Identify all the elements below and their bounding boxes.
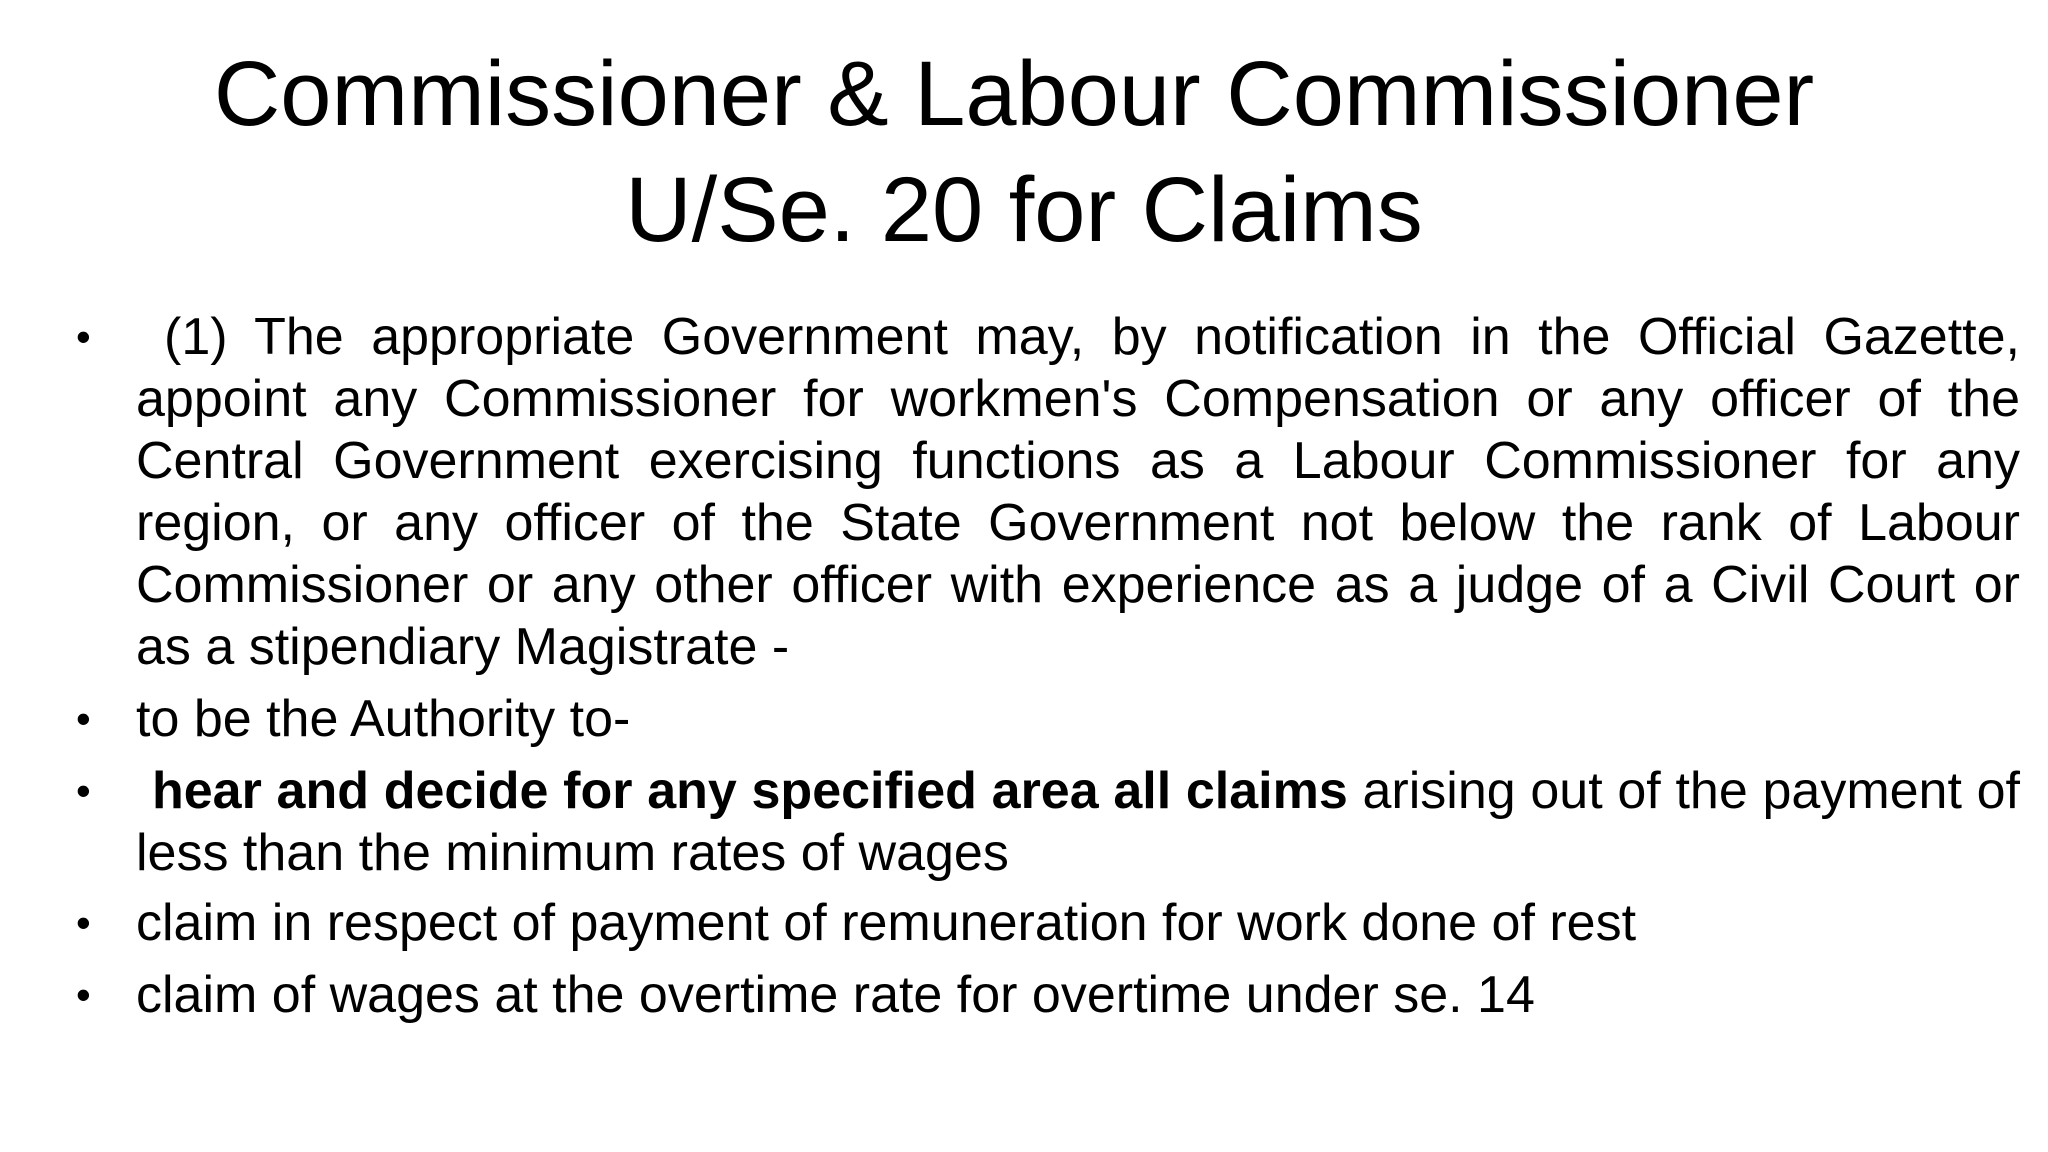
slide-title — [0, 36, 2048, 268]
bullet-item-appointment — [0, 306, 2048, 678]
bullet-text: arising out of the payment of less than the minimum rates of wages — [136, 762, 2020, 882]
bullet-item-overtime-claim — [0, 964, 2048, 1026]
bullet-bold-text: hear and decide for any specified area all claims — [152, 762, 1348, 820]
bullet-marker: • — [76, 695, 91, 742]
bullet-text: to be the Authority to- — [136, 690, 631, 748]
bullet-item-remuneration-claim — [0, 892, 2048, 954]
bullet-marker: • — [76, 313, 91, 360]
bullet-text: (1) The appropriate Government may, by notification in the Official Gazette, appoint any Commissioner for workmen's Compensation or any officer of the Central Government exercising functions as a Labour Commissioner for any region, or any officer of the State Government not below the rank of Labour Commissioner or any other officer with experience as a judge of a Civil Court or as a stipendiary Magistrate - — [136, 308, 2020, 676]
bullet-list — [0, 306, 2048, 1026]
title-line-1: Commissioner & Labour Commissioner — [213, 43, 1815, 145]
bullet-item-hear-and-decide — [0, 760, 2048, 884]
bullet-text: claim in respect of payment of remuneration for work done of rest — [136, 894, 1637, 952]
bullet-text-container — [136, 760, 2020, 884]
bullet-marker: • — [76, 899, 91, 946]
bullet-item-authority — [0, 688, 2048, 750]
bullet-marker: • — [76, 767, 91, 814]
title-line-2: U/Se. 20 for Claims — [625, 159, 1423, 261]
bullet-text: claim of wages at the overtime rate for overtime under se. 14 — [136, 966, 1535, 1024]
bullet-marker: • — [76, 971, 91, 1018]
